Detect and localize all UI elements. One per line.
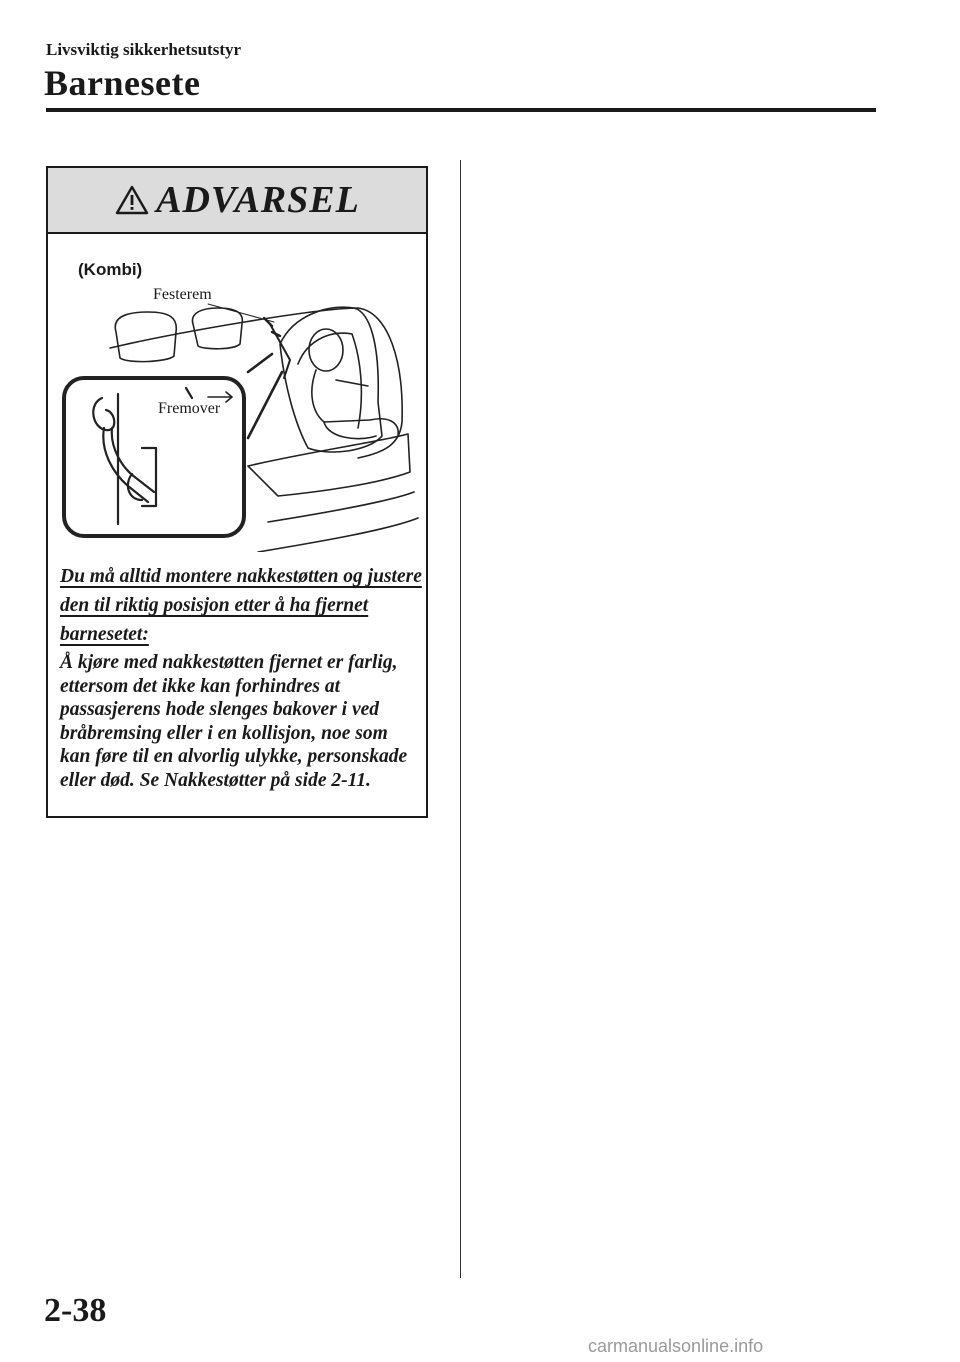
warning-body: Å kjøre med nakkestøtten fjernet er farlig, ettersom det ikke kan forhindres at passasjerens hode slenges bakover i ved bråbremsing eller i en kollisjon, noe som kan føre til en alvorlig ulykke, personskade eller død. Se Nakkestøtter på side 2-11. — [60, 652, 408, 791]
figure-variant-label: (Kombi) — [78, 260, 143, 279]
page-number: 2-38 — [44, 1292, 107, 1329]
child-seat-drawing — [58, 252, 420, 552]
section-label: Livsviktig sikkerhetsutstyr — [46, 40, 242, 59]
child-seat-illustration — [58, 252, 420, 552]
warning-text — [60, 562, 422, 792]
warning-title: ADVARSEL — [156, 179, 360, 221]
figure-label-forward: Fremover — [158, 400, 221, 417]
warning-triangle-icon — [114, 184, 150, 216]
watermark: carmanualsonline.info — [588, 1336, 764, 1356]
column-divider — [460, 160, 461, 1278]
warning-heading: Du må alltid montere nakkestøtten og justere den til riktig posisjon etter å ha fjernet barnesetet: — [60, 566, 422, 645]
title-rule — [46, 108, 876, 112]
warning-header — [48, 168, 426, 234]
figure-label-strap: Festerem — [153, 286, 212, 303]
warning-box — [46, 166, 428, 818]
page-title: Barnesete — [44, 63, 201, 103]
